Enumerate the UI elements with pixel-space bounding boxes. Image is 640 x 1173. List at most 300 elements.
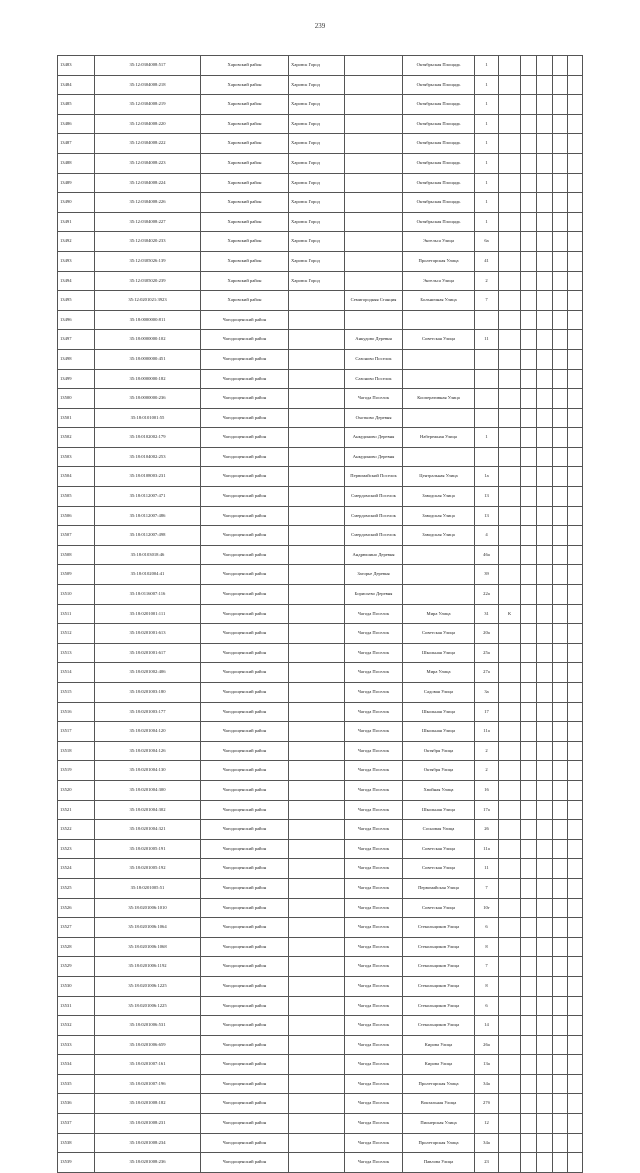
city-cell <box>289 780 345 800</box>
city-cell <box>289 937 345 957</box>
house-number-cell: 13 <box>475 506 499 526</box>
house-number-cell: 22а <box>475 585 499 605</box>
empty-cell <box>537 271 553 291</box>
cadastral-number-cell: 35:18:0201008:231 <box>95 1114 201 1134</box>
street-cell: Пролетарская Улица <box>403 1074 475 1094</box>
house-number-cell: 11 <box>475 330 499 350</box>
empty-cell <box>537 1153 553 1173</box>
building-cell <box>499 114 521 134</box>
house-number-cell: 46а <box>475 545 499 565</box>
record-number-cell: 13509 <box>58 565 95 585</box>
empty-cell <box>568 1114 583 1134</box>
empty-cell <box>537 918 553 938</box>
table-row <box>58 408 583 428</box>
house-number-cell: 2 <box>475 271 499 291</box>
building-cell <box>499 1055 521 1075</box>
record-number-cell: 13534 <box>58 1055 95 1075</box>
record-number-cell: 13483 <box>58 56 95 76</box>
empty-cell <box>553 1055 568 1075</box>
record-number-cell: 13501 <box>58 408 95 428</box>
settlement-cell: Чагода Поселок <box>345 1016 403 1036</box>
district-cell: Харовский район <box>201 193 289 213</box>
building-cell <box>499 800 521 820</box>
building-cell <box>499 643 521 663</box>
house-number-cell: 23 <box>475 1153 499 1173</box>
building-cell <box>499 585 521 605</box>
empty-cell <box>553 389 568 409</box>
empty-cell <box>553 663 568 683</box>
house-number-cell: 13 <box>475 487 499 507</box>
cadastral-number-cell: 35:18:0104002:253 <box>95 447 201 467</box>
city-cell: Харовск Город <box>289 193 345 213</box>
settlement-cell <box>345 153 403 173</box>
table-row <box>58 585 583 605</box>
empty-cell <box>553 330 568 350</box>
empty-cell <box>537 134 553 154</box>
city-cell <box>289 1074 345 1094</box>
empty-cell <box>568 75 583 95</box>
cadastral-number-cell: 35:18:0102004:41 <box>95 565 201 585</box>
building-cell <box>499 1016 521 1036</box>
empty-cell <box>537 761 553 781</box>
record-number-cell: 13500 <box>58 389 95 409</box>
cadastral-number-cell: 35:18:0201007:196 <box>95 1074 201 1094</box>
street-cell: Набережная Улица <box>403 428 475 448</box>
street-cell <box>403 447 475 467</box>
street-cell: Стекольщиков Улица <box>403 1016 475 1036</box>
building-cell <box>499 95 521 115</box>
street-cell: Октябрьская Площадь <box>403 56 475 76</box>
district-cell: Чагодощенский район <box>201 1133 289 1153</box>
city-cell <box>289 761 345 781</box>
empty-cell <box>568 800 583 820</box>
record-number-cell: 13529 <box>58 957 95 977</box>
street-cell: Октябрьская Площадь <box>403 173 475 193</box>
district-cell: Харовский район <box>201 251 289 271</box>
record-number-cell: 13521 <box>58 800 95 820</box>
house-number-cell <box>475 369 499 389</box>
record-number-cell: 13498 <box>58 349 95 369</box>
table-row <box>58 663 583 683</box>
cadastral-number-cell: 35:12:0304008:222 <box>95 134 201 154</box>
house-number-cell: 11а <box>475 722 499 742</box>
record-number-cell: 13503 <box>58 447 95 467</box>
city-cell <box>289 1094 345 1114</box>
table-row <box>58 624 583 644</box>
house-number-cell: 20а <box>475 624 499 644</box>
city-cell <box>289 487 345 507</box>
city-cell <box>289 604 345 624</box>
cadastral-number-cell: 35:12:0304008:226 <box>95 193 201 213</box>
empty-cell <box>521 330 537 350</box>
city-cell <box>289 1153 345 1173</box>
city-cell <box>289 526 345 546</box>
record-number-cell: 13537 <box>58 1114 95 1134</box>
record-number-cell: 13496 <box>58 310 95 330</box>
district-cell: Чагодощенский район <box>201 1035 289 1055</box>
empty-cell <box>537 232 553 252</box>
building-cell <box>499 1114 521 1134</box>
settlement-cell: Чагода Поселок <box>345 722 403 742</box>
city-cell <box>289 702 345 722</box>
empty-cell <box>553 212 568 232</box>
table-row <box>58 310 583 330</box>
street-cell: Заводская Улица <box>403 526 475 546</box>
district-cell: Чагодощенский район <box>201 408 289 428</box>
settlement-cell: Сазоново Поселок <box>345 349 403 369</box>
empty-cell <box>568 1016 583 1036</box>
empty-cell <box>568 996 583 1016</box>
empty-cell <box>537 173 553 193</box>
settlement-cell <box>345 75 403 95</box>
empty-cell <box>521 683 537 703</box>
building-cell <box>499 526 521 546</box>
house-number-cell: 1 <box>475 212 499 232</box>
empty-cell <box>537 624 553 644</box>
cadastral-number-cell: 35:12:0304008:219 <box>95 95 201 115</box>
empty-cell <box>553 349 568 369</box>
record-number-cell: 13504 <box>58 467 95 487</box>
city-cell <box>289 467 345 487</box>
city-cell: Харовск Город <box>289 75 345 95</box>
cadastral-number-cell: 35:18:0201007:161 <box>95 1055 201 1075</box>
empty-cell <box>537 330 553 350</box>
empty-cell <box>521 918 537 938</box>
empty-cell <box>553 722 568 742</box>
table-row <box>58 722 583 742</box>
empty-cell <box>521 349 537 369</box>
empty-cell <box>553 369 568 389</box>
cadastral-number-cell: 35:18:0108003:231 <box>95 467 201 487</box>
building-cell <box>499 545 521 565</box>
record-number-cell: 13517 <box>58 722 95 742</box>
settlement-cell: Чагода Поселок <box>345 761 403 781</box>
district-cell: Чагодощенский район <box>201 780 289 800</box>
district-cell: Чагодощенский район <box>201 1114 289 1134</box>
empty-cell <box>553 1035 568 1055</box>
empty-cell <box>568 545 583 565</box>
empty-cell <box>568 820 583 840</box>
empty-cell <box>553 526 568 546</box>
empty-cell <box>568 780 583 800</box>
district-cell: Чагодощенский район <box>201 859 289 879</box>
record-number-cell: 13485 <box>58 95 95 115</box>
empty-cell <box>553 800 568 820</box>
building-cell <box>499 839 521 859</box>
empty-cell <box>553 741 568 761</box>
cadastral-number-cell: 35:18:0201006:1064 <box>95 918 201 938</box>
empty-cell <box>521 898 537 918</box>
district-cell: Харовский район <box>201 153 289 173</box>
settlement-cell: Чагода Поселок <box>345 780 403 800</box>
cadastral-number-cell: 35:18:0000000:451 <box>95 349 201 369</box>
empty-cell <box>537 467 553 487</box>
empty-cell <box>521 95 537 115</box>
district-cell: Чагодощенский район <box>201 624 289 644</box>
settlement-cell: Чагода Поселок <box>345 957 403 977</box>
settlement-cell: Чагода Поселок <box>345 624 403 644</box>
empty-cell <box>537 506 553 526</box>
empty-cell <box>537 369 553 389</box>
empty-cell <box>553 1074 568 1094</box>
building-cell <box>499 447 521 467</box>
empty-cell <box>553 447 568 467</box>
record-number-cell: 13497 <box>58 330 95 350</box>
district-cell: Чагодощенский район <box>201 428 289 448</box>
empty-cell <box>553 859 568 879</box>
empty-cell <box>521 859 537 879</box>
street-cell: Хвойная Улица <box>403 780 475 800</box>
empty-cell <box>568 937 583 957</box>
empty-cell <box>537 408 553 428</box>
district-cell: Харовский район <box>201 271 289 291</box>
empty-cell <box>521 114 537 134</box>
street-cell: Школьная Улица <box>403 800 475 820</box>
house-number-cell <box>475 349 499 369</box>
empty-cell <box>568 526 583 546</box>
street-cell: Мира Улица <box>403 604 475 624</box>
settlement-cell <box>345 95 403 115</box>
empty-cell <box>568 153 583 173</box>
district-cell: Чагодощенский район <box>201 526 289 546</box>
table-row <box>58 761 583 781</box>
empty-cell <box>568 878 583 898</box>
record-number-cell: 13506 <box>58 506 95 526</box>
settlement-cell: Чагода Поселок <box>345 918 403 938</box>
empty-cell <box>553 95 568 115</box>
district-cell: Чагодощенский район <box>201 349 289 369</box>
street-cell: Заводская Улица <box>403 506 475 526</box>
district-cell: Чагодощенский район <box>201 565 289 585</box>
city-cell: Харовск Город <box>289 153 345 173</box>
district-cell: Чагодощенский район <box>201 898 289 918</box>
city-cell <box>289 585 345 605</box>
cadastral-number-cell: 35:18:0201008:234 <box>95 1133 201 1153</box>
empty-cell <box>568 604 583 624</box>
cadastral-number-cell: 35:18:0201005:191 <box>95 839 201 859</box>
building-cell <box>499 780 521 800</box>
empty-cell <box>537 349 553 369</box>
city-cell <box>289 408 345 428</box>
empty-cell <box>537 898 553 918</box>
city-cell: Харовск Город <box>289 114 345 134</box>
building-cell <box>499 310 521 330</box>
record-number-cell: 13518 <box>58 741 95 761</box>
empty-cell <box>521 565 537 585</box>
building-cell <box>499 761 521 781</box>
city-cell <box>289 330 345 350</box>
building-cell <box>499 251 521 271</box>
empty-cell <box>568 134 583 154</box>
record-number-cell: 13516 <box>58 702 95 722</box>
table-row <box>58 1074 583 1094</box>
record-number-cell: 13507 <box>58 526 95 546</box>
record-number-cell: 13502 <box>58 428 95 448</box>
house-number-cell: 1 <box>475 153 499 173</box>
empty-cell <box>537 95 553 115</box>
table-row <box>58 369 583 389</box>
house-number-cell: 7 <box>475 878 499 898</box>
empty-cell <box>521 487 537 507</box>
empty-cell <box>521 1133 537 1153</box>
house-number-cell: 11 <box>475 859 499 879</box>
district-cell: Чагодощенский район <box>201 800 289 820</box>
empty-cell <box>568 349 583 369</box>
empty-cell <box>537 1035 553 1055</box>
cadastral-number-cell: 35:18:0000000:236 <box>95 389 201 409</box>
empty-cell <box>537 937 553 957</box>
empty-cell <box>537 820 553 840</box>
settlement-cell: Чагода Поселок <box>345 1055 403 1075</box>
building-cell <box>499 75 521 95</box>
empty-cell <box>537 976 553 996</box>
settlement-cell: Чагода Поселок <box>345 937 403 957</box>
settlement-cell <box>345 310 403 330</box>
house-number-cell: 1 <box>475 56 499 76</box>
empty-cell <box>568 1094 583 1114</box>
building-cell <box>499 878 521 898</box>
settlement-cell <box>345 193 403 213</box>
house-number-cell: 6 <box>475 996 499 1016</box>
empty-cell <box>521 389 537 409</box>
building-cell <box>499 976 521 996</box>
house-number-cell <box>475 389 499 409</box>
empty-cell <box>521 1074 537 1094</box>
city-cell <box>289 878 345 898</box>
empty-cell <box>568 683 583 703</box>
empty-cell <box>553 820 568 840</box>
street-cell: Стекольщиков Улица <box>403 937 475 957</box>
city-cell <box>289 1114 345 1134</box>
empty-cell <box>537 839 553 859</box>
registry-table <box>57 55 583 1173</box>
empty-cell <box>553 1133 568 1153</box>
district-cell: Чагодощенский район <box>201 741 289 761</box>
empty-cell <box>537 310 553 330</box>
empty-cell <box>553 271 568 291</box>
street-cell: Стекольщиков Улица <box>403 918 475 938</box>
cadastral-number-cell: 35:18:0116007:116 <box>95 585 201 605</box>
house-number-cell: 6а <box>475 232 499 252</box>
district-cell: Чагодощенский район <box>201 839 289 859</box>
district-cell: Чагодощенский район <box>201 918 289 938</box>
house-number-cell: 27б <box>475 1094 499 1114</box>
street-cell: Кирова Улица <box>403 1055 475 1075</box>
district-cell: Чагодощенский район <box>201 389 289 409</box>
table-row <box>58 251 583 271</box>
empty-cell <box>521 1114 537 1134</box>
district-cell: Чагодощенский район <box>201 447 289 467</box>
street-cell: Больничная Улица <box>403 291 475 311</box>
city-cell <box>289 918 345 938</box>
building-cell <box>499 937 521 957</box>
house-number-cell <box>475 408 499 428</box>
cadastral-number-cell: 35:18:0201004:321 <box>95 820 201 840</box>
settlement-cell: Семигородняя Станция <box>345 291 403 311</box>
table-row <box>58 487 583 507</box>
street-cell: Мира Улица <box>403 663 475 683</box>
record-number-cell: 13492 <box>58 232 95 252</box>
record-number-cell: 13511 <box>58 604 95 624</box>
cadastral-number-cell: 35:12:0304008:517 <box>95 56 201 76</box>
building-cell <box>499 232 521 252</box>
district-cell: Чагодощенский район <box>201 820 289 840</box>
empty-cell <box>553 487 568 507</box>
city-cell <box>289 369 345 389</box>
empty-cell <box>553 408 568 428</box>
empty-cell <box>568 1153 583 1173</box>
table-row <box>58 349 583 369</box>
empty-cell <box>553 153 568 173</box>
empty-cell <box>568 624 583 644</box>
settlement-cell <box>345 56 403 76</box>
table-row <box>58 1094 583 1114</box>
empty-cell <box>553 702 568 722</box>
building-cell <box>499 428 521 448</box>
table-row <box>58 56 583 76</box>
empty-cell <box>553 604 568 624</box>
empty-cell <box>568 1133 583 1153</box>
table-row <box>58 271 583 291</box>
empty-cell <box>568 741 583 761</box>
district-cell: Харовский район <box>201 56 289 76</box>
table-row <box>58 800 583 820</box>
building-cell <box>499 349 521 369</box>
settlement-cell: Чагода Поселок <box>345 859 403 879</box>
empty-cell <box>568 859 583 879</box>
empty-cell <box>521 1035 537 1055</box>
settlement-cell: Смердомский Поселок <box>345 487 403 507</box>
city-cell <box>289 565 345 585</box>
empty-cell <box>537 702 553 722</box>
city-cell <box>289 1055 345 1075</box>
table-row <box>58 1016 583 1036</box>
record-number-cell: 13531 <box>58 996 95 1016</box>
empty-cell <box>568 976 583 996</box>
street-cell: Стекольщиков Улица <box>403 996 475 1016</box>
district-cell: Чагодощенский район <box>201 330 289 350</box>
table-row <box>58 1153 583 1173</box>
house-number-cell: 1 <box>475 114 499 134</box>
district-cell: Чагодощенский район <box>201 1094 289 1114</box>
table-row <box>58 193 583 213</box>
house-number-cell: 26а <box>475 1035 499 1055</box>
empty-cell <box>568 330 583 350</box>
empty-cell <box>568 193 583 213</box>
house-number-cell: 31 <box>475 604 499 624</box>
empty-cell <box>537 1094 553 1114</box>
table-row <box>58 996 583 1016</box>
house-number-cell: 7 <box>475 291 499 311</box>
house-number-cell <box>475 310 499 330</box>
empty-cell <box>537 859 553 879</box>
street-cell <box>403 585 475 605</box>
record-number-cell: 13530 <box>58 976 95 996</box>
building-cell <box>499 389 521 409</box>
house-number-cell: 1 <box>475 95 499 115</box>
empty-cell <box>537 604 553 624</box>
cadastral-number-cell: 35:18:0112007:486 <box>95 506 201 526</box>
empty-cell <box>553 545 568 565</box>
table-row <box>58 1035 583 1055</box>
settlement-cell: Андрюшино Деревня <box>345 545 403 565</box>
house-number-cell: 34а <box>475 1074 499 1094</box>
settlement-cell: Чагода Поселок <box>345 1114 403 1134</box>
cadastral-number-cell: 35:18:0201003:180 <box>95 683 201 703</box>
empty-cell <box>537 780 553 800</box>
empty-cell <box>537 957 553 977</box>
house-number-cell: 1 <box>475 75 499 95</box>
